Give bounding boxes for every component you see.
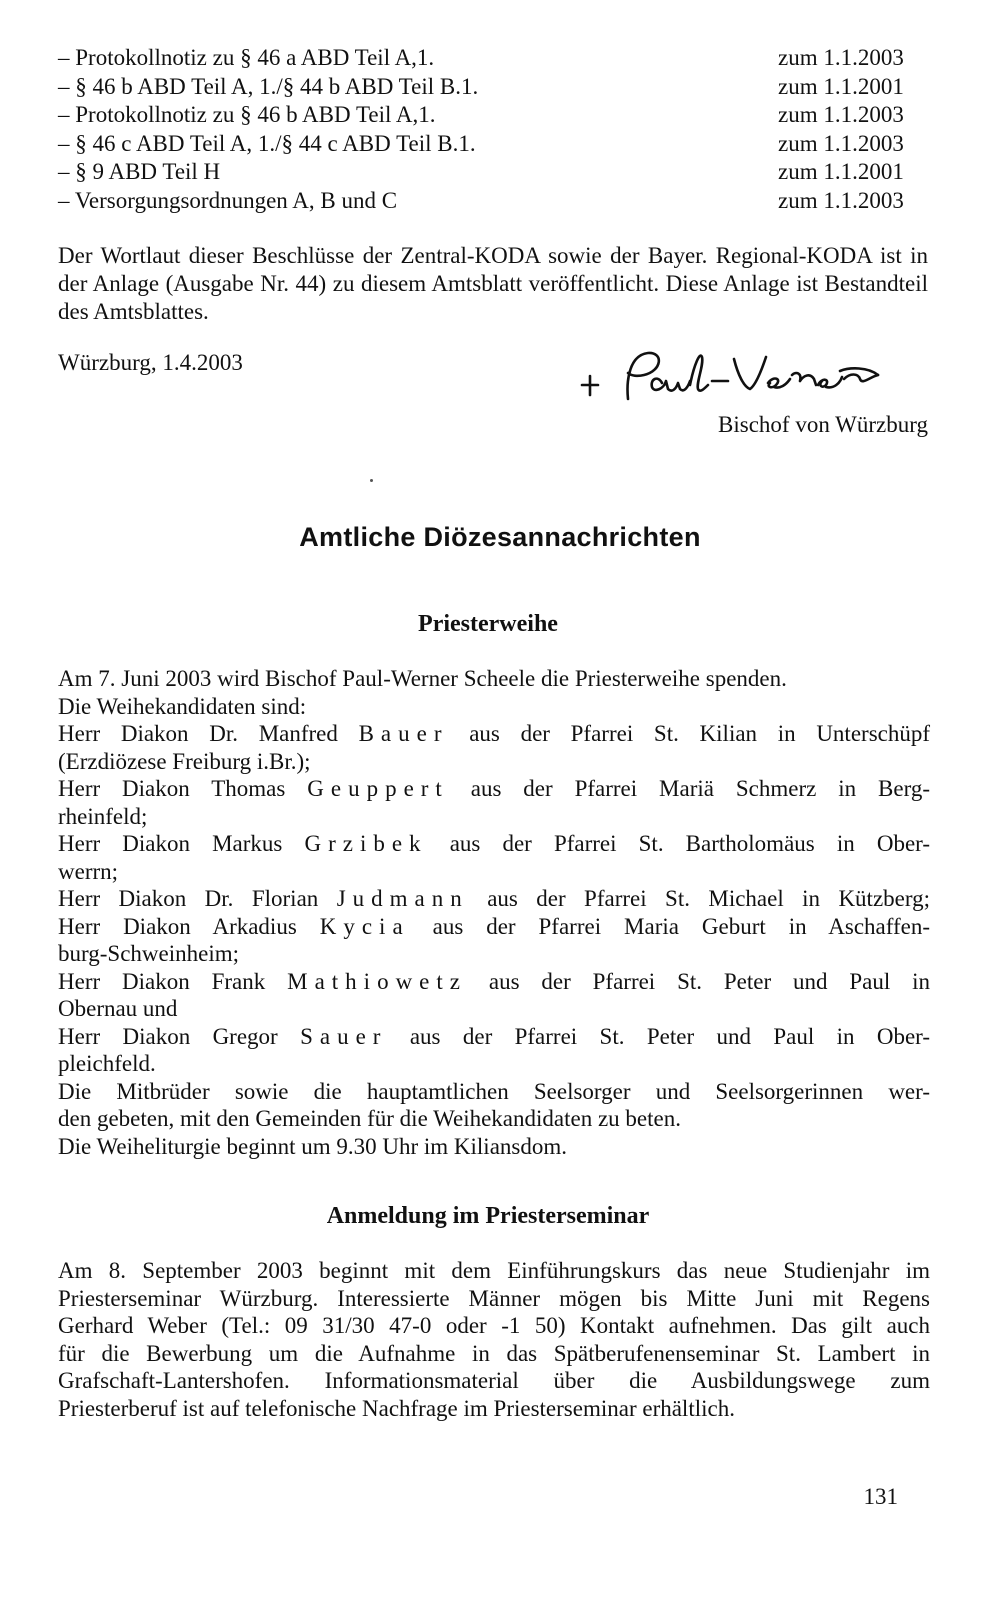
candidate-title: Herr Diakon Markus xyxy=(58,831,283,856)
list-item-text: – § 46 b ABD Teil A, 1./§ 44 b ABD Teil B.1. xyxy=(58,73,479,99)
candidate-parish: aus der Pfarrei St. Michael in Kützberg; xyxy=(487,886,930,911)
separator-dot xyxy=(370,479,373,482)
bishop-signature xyxy=(578,345,938,411)
text-line: (Erzdiözese Freiburg i.Br.); xyxy=(58,748,311,774)
list-item xyxy=(58,101,928,130)
anmeldung-heading: Anmeldung im Priesterseminar xyxy=(326,1203,650,1229)
text-line: Grafschaft-Lantershofen. Informationsmaterial über die Ausbildungswege zum xyxy=(58,1368,930,1393)
list-item-text: – § 46 c ABD Teil A, 1./§ 44 c ABD Teil B.1. xyxy=(58,130,476,156)
list-item-date: zum 1.1.2003 xyxy=(778,187,904,213)
candidate-title: Herr Diakon Dr. Florian xyxy=(58,886,319,911)
candidate-parish: aus der Pfarrei Mariä Schmerz in Berg- xyxy=(470,776,930,801)
list-item-date: zum 1.1.2003 xyxy=(778,102,904,127)
candidate-parish: aus der Pfarrei St. Bartholomäus in Ober- xyxy=(449,831,931,856)
text-line: pleichfeld. xyxy=(58,1051,156,1076)
text-line: Die Mitbrüder sowie die hauptamtlichen Seelsorger und Seelsorgerinnen wer- xyxy=(58,1078,930,1104)
list-item-text: – § 9 ABD Teil H xyxy=(58,159,221,184)
candidate-surname: Bauer xyxy=(358,721,449,746)
list-item xyxy=(58,130,928,159)
page-number: 131 xyxy=(863,1484,898,1509)
candidate-title: Herr Diakon Thomas xyxy=(58,776,286,801)
priesterweihe-text xyxy=(58,665,930,1160)
candidate-line xyxy=(58,775,930,803)
text-line: Priesterberuf ist auf telefonische Nachfrage im Priesterseminar erhältlich. xyxy=(58,1395,735,1421)
text-line: Die Weiheliturgie beginnt um 9.30 Uhr im Kiliansdom. xyxy=(58,1133,567,1159)
candidate-parish: aus der Pfarrei St. Peter und Paul in xyxy=(488,968,931,994)
candidate-surname: Judmann xyxy=(336,886,469,911)
list-item-text: – Protokollnotiz zu § 46 b ABD Teil A,1. xyxy=(58,102,436,127)
list-item xyxy=(58,158,928,187)
candidate-surname: Geuppert xyxy=(307,776,449,801)
candidate-parish: aus der Pfarrei St. Peter und Paul in Ober- xyxy=(409,1023,931,1049)
text-line: werrn; xyxy=(58,858,119,884)
list-item xyxy=(58,73,928,102)
section-heading: Amtliche Diözesannachrichten xyxy=(299,522,701,552)
place-date: Würzburg, 1.4.2003 xyxy=(58,350,243,375)
candidate-title: Herr Diakon Arkadius xyxy=(58,913,297,939)
list-item xyxy=(58,44,928,73)
list-item xyxy=(58,187,928,216)
candidate-line xyxy=(58,885,930,913)
text-line: den gebeten, mit den Gemeinden für die Weihekandidaten zu beten. xyxy=(58,1106,681,1131)
candidate-title: Herr Diakon Gregor xyxy=(58,1023,278,1049)
text-line: für die Bewerbung um die Aufnahme in das Spätberufenenseminar St. Lambert in xyxy=(58,1340,930,1366)
candidate-title: Herr Diakon Dr. Manfred xyxy=(58,721,338,746)
bishop-title: Bischof von Würzburg xyxy=(718,412,928,437)
list-item-text: – Protokollnotiz zu § 46 a ABD Teil A,1. xyxy=(58,45,435,70)
candidate-line xyxy=(58,1023,930,1051)
list-item-date: zum 1.1.2003 xyxy=(778,45,904,70)
text-line: Gerhard Weber (Tel.: 09 31/30 47-0 oder -1 50) Kontakt aufnehmen. Das gilt auch xyxy=(58,1313,930,1338)
candidate-title: Herr Diakon Frank xyxy=(58,968,266,994)
candidate-line xyxy=(58,830,930,858)
candidate-surname: Mathiowetz xyxy=(287,968,467,994)
text-line: Am 8. September 2003 beginnt mit dem Einführungskurs das neue Studienjahr im xyxy=(58,1258,930,1283)
candidate-line xyxy=(58,968,930,996)
candidate-line xyxy=(58,720,930,748)
candidate-parish: aus der Pfarrei St. Kilian in Unterschüpf xyxy=(469,721,931,746)
text-line: rheinfeld; xyxy=(58,803,148,829)
text-line: burg-Schweinheim; xyxy=(58,941,239,966)
text-line: Priesterseminar Würzburg. Interessierte Männer mögen bis Mitte Juni mit Regens xyxy=(58,1285,930,1311)
text-line: Obernau und xyxy=(58,996,178,1021)
anmeldung-text xyxy=(58,1257,930,1422)
candidate-line xyxy=(58,913,930,941)
candidate-surname: Grzibek xyxy=(304,831,428,856)
candidate-parish: aus der Pfarrei Maria Geburt in Aschaffen- xyxy=(432,913,931,939)
candidate-surname: Sauer xyxy=(300,1023,388,1049)
wortlaut-paragraph: Der Wortlaut dieser Beschlüsse der Zentral-KODA sowie der Bayer. Regional-KODA ist in der Anlage (Ausgabe Nr. 44) zu diesem Amtsblatt veröffentlicht. Diese Anlage ist Bestandteil des Amtsblattes. xyxy=(58,243,928,324)
list-item-date: zum 1.1.2001 xyxy=(778,73,904,99)
decision-list xyxy=(58,44,928,215)
text-line: Die Weihekandidaten sind: xyxy=(58,693,307,719)
list-item-text: – Versorgungsordnungen A, B und C xyxy=(58,187,398,213)
text-line: Am 7. Juni 2003 wird Bischof Paul-Werner Scheele die Priesterweihe spenden. xyxy=(58,666,787,691)
list-item-date: zum 1.1.2001 xyxy=(778,159,904,184)
list-item-date: zum 1.1.2003 xyxy=(778,130,904,156)
candidate-surname: Kycia xyxy=(319,913,410,939)
priesterweihe-heading: Priesterweihe xyxy=(418,611,558,637)
